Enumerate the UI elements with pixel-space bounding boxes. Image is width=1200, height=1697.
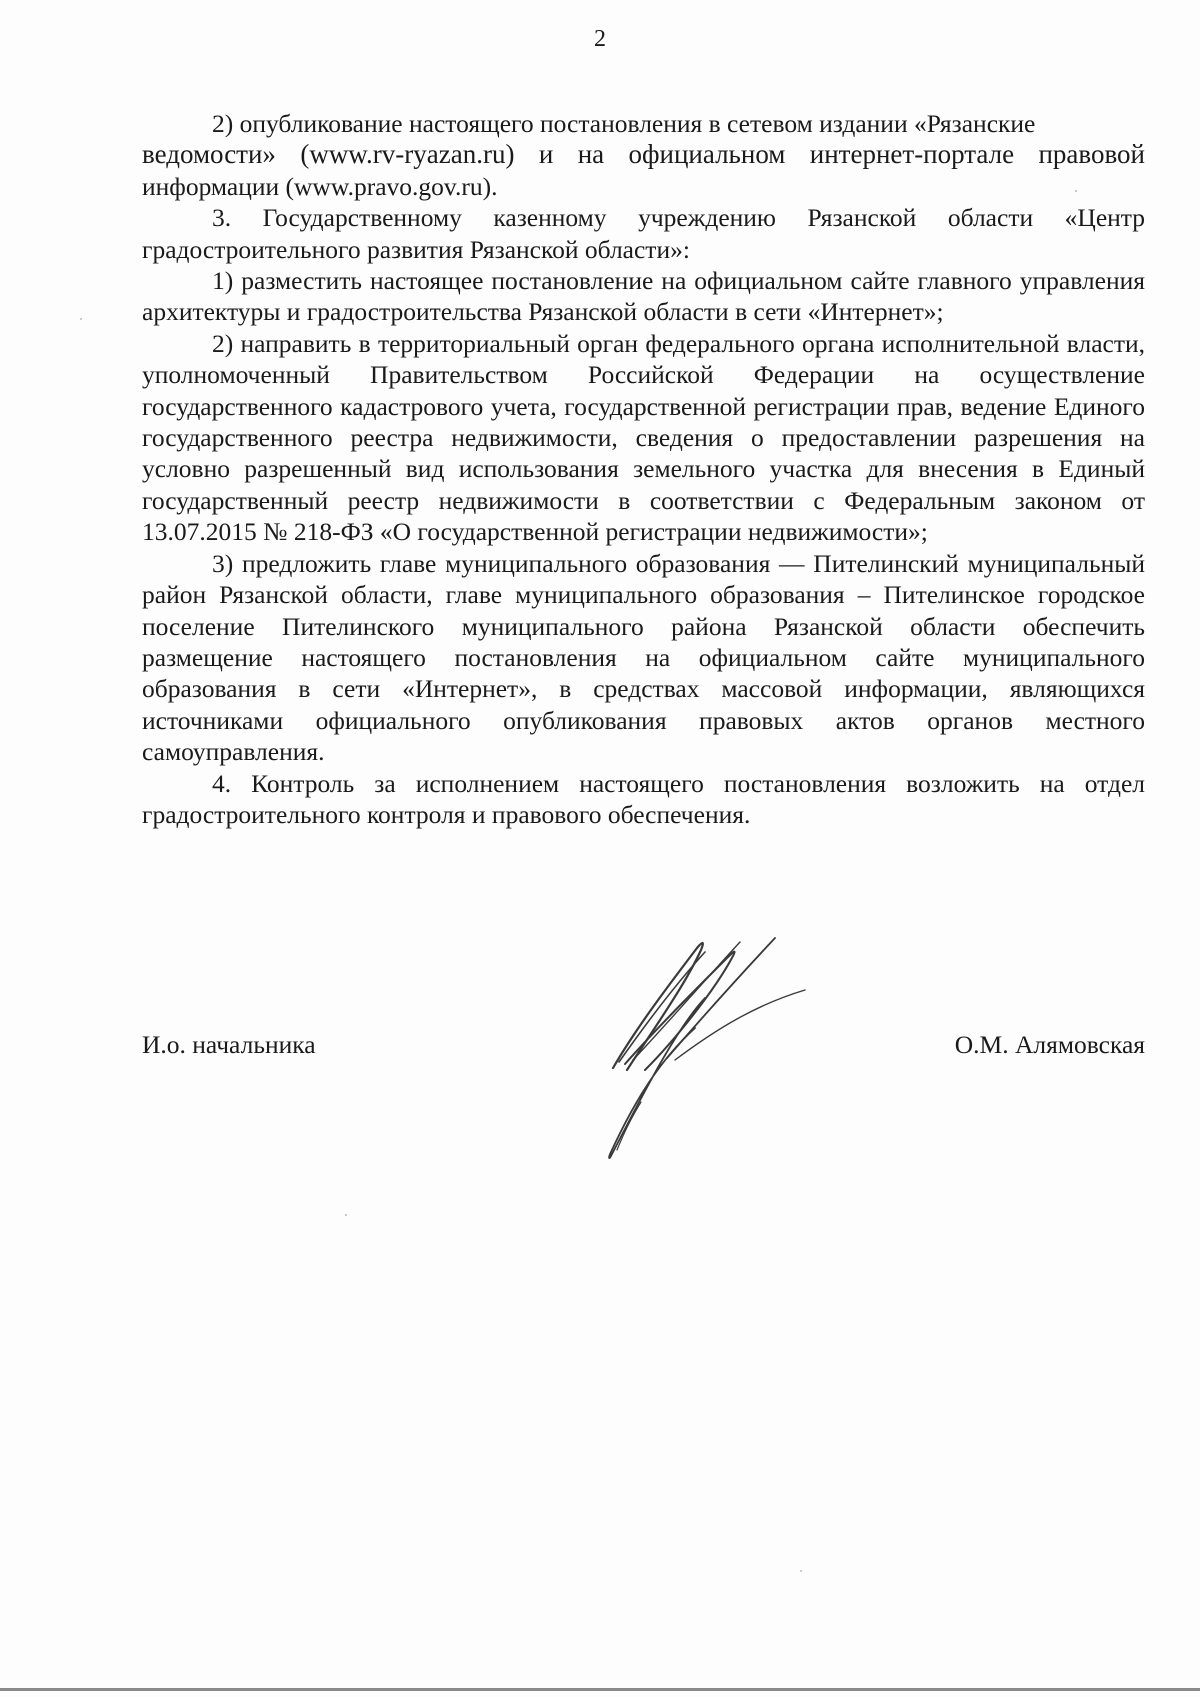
- scan-speck: [1075, 190, 1077, 192]
- scan-bottom-edge: [0, 1688, 1200, 1691]
- handwritten-signature-icon: [605, 930, 815, 1160]
- paragraph-2-publication-line-1: 2) опубликование настоящего постановления в сетевом издании «Рязанские: [212, 109, 1036, 138]
- paragraph-3-1-post-on-site: 1) разместить настоящее постановление на официальном сайте главного управления архитектуры и градостроительства Рязанской области в сети «Интернет»;: [142, 266, 1145, 327]
- paragraph-2-publication-line-2: ведомости» (www.rv-ryazan.ru) и на официальном интернет-портале правовой: [142, 139, 1145, 170]
- paragraph-4-control: 4. Контроль за исполнением настоящего постановления возложить на отдел градостроительного контроля и правового обеспечения.: [142, 768, 1145, 829]
- paragraph-3-3-propose-to-heads: 3) предложить главе муниципального образования — Пителинский муниципальный район Рязанской области, главе муниципального образования – Пителинское городское поселение Пителинского муниципального района Рязанской области обеспечить размещение настоящего постановления на официальном сайте муниципального образования в сети «Интернет», в средствах массовой информации, являющихся источниками официального опубликования правовых актов органов местного самоуправления.: [142, 548, 1145, 767]
- signatory-title: И.о. начальника: [142, 1030, 316, 1059]
- paragraph-3-institution: 3. Государственному казенному учреждению Рязанской области «Центр градостроительного развития Рязанской области»:: [142, 203, 1145, 264]
- scan-speck: [80, 318, 82, 320]
- scan-speck: [345, 1214, 347, 1216]
- scan-speck: [800, 1570, 802, 1572]
- document-body: [142, 108, 1145, 830]
- page-number: 2: [594, 26, 606, 52]
- signatory-name: О.М. Алямовская: [954, 1030, 1145, 1059]
- paragraph-3-2-send-to-registry: 2) направить в территориальный орган федерального органа исполнительной власти, уполномоченный Правительством Российской Федерации на осуществление государственного кадастрового учета, государственной регистрации прав, ведение Единого государственного реестра недвижимости, сведения о предоставлении разрешения на условно разрешенный вид использования земельного участка для внесения в Единый государственный реестр недвижимости в соответствии с Федеральным законом от 13.07.2015 № 218-ФЗ «О государственной регистрации недвижимости»;: [142, 328, 1145, 547]
- paragraph-2-publication-line-3: информации (www.pravo.gov.ru).: [142, 171, 498, 201]
